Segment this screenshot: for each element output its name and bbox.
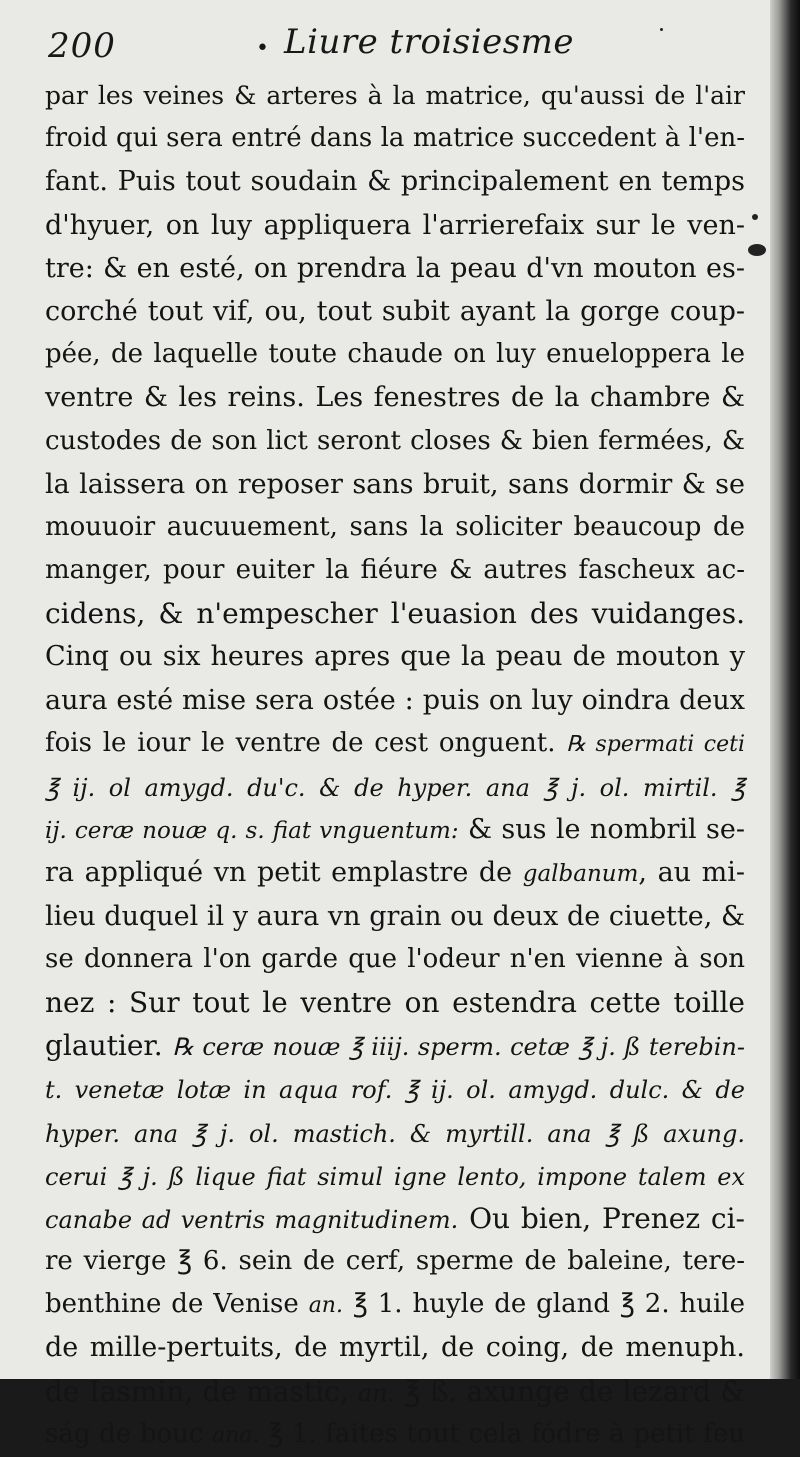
text-line	[45, 1197, 745, 1240]
line-text: custodes de son lict seront closes & bien fermées, &	[45, 425, 745, 456]
line-text: se donnera l'on garde que l'odeur n'en vienne à son	[45, 943, 745, 974]
text-line	[45, 376, 745, 419]
page-header	[48, 22, 748, 72]
text-line	[45, 938, 745, 981]
text-line	[45, 463, 745, 506]
line-text: aura esté mise sera ostée : puis on luy oindra deux	[45, 684, 745, 716]
line-text: de Iasmin, de mastic,	[45, 1374, 358, 1408]
line-text: benthine de Venise	[45, 1289, 309, 1320]
line-text: pée, de laquelle toute chaude on luy enueloppera le	[45, 339, 745, 370]
latin-recipe-text: ℥ ij. ol amygd. du'c. & de hyper. ana ℥ j. ol. mirtil. ℥	[45, 774, 745, 802]
ink-speck	[748, 244, 766, 256]
text-line	[45, 1067, 745, 1110]
body-text	[45, 74, 745, 1456]
text-line	[45, 333, 745, 376]
text-line	[45, 895, 745, 938]
line-text: cidens, & n'empescher l'euasion des vuidanges.	[45, 597, 745, 631]
line-text: nez : Sur tout le ventre on estendra cette toille	[45, 985, 745, 1019]
text-line	[45, 1413, 745, 1456]
text-line	[45, 204, 745, 247]
latin-recipe-text: t. venetæ lotæ in aqua rof. ℥ ij. ol. amygd. dulc. & de	[45, 1076, 745, 1105]
line-text: ℥ ß. axunge de lezard &	[395, 1374, 746, 1408]
line-text: mouuoir aucuuement, sans la soliciter beaucoup de	[45, 511, 745, 542]
text-line	[45, 722, 745, 765]
line-text: corché tout vif, ou, tout subit ayant la gorge coup-	[45, 295, 745, 327]
text-line	[45, 679, 745, 722]
latin-recipe-text: canabe ad ventris magnitudinem.	[45, 1205, 459, 1234]
line-text: fois le iour le ventre de cest onguent.	[45, 727, 567, 758]
line-text: Cinq ou six heures apres que la peau de mouton y	[45, 641, 745, 673]
text-line	[45, 1240, 745, 1283]
latin-recipe-text: hyper. ana ℥ j. ol. mastich. & myrtill. ana ℥ ß axung.	[45, 1119, 745, 1148]
line-text: manger, pour euiter la fiéure & autres fascheux ac-	[45, 555, 745, 586]
line-text: lieu duquel il y aura vn grain ou deux de ciuette, &	[45, 900, 745, 932]
latin-recipe-text: galbanum	[522, 861, 639, 888]
page-gutter-shadow	[770, 0, 800, 1379]
text-line	[45, 635, 745, 678]
text-line	[45, 74, 745, 117]
text-line	[45, 1283, 745, 1326]
text-line	[45, 981, 745, 1024]
line-text: d'hyuer, on luy appliquera l'arrierefaix sur le ven-	[45, 209, 745, 241]
text-line	[45, 1154, 745, 1197]
line-text: la laissera on reposer sans bruit, sans dormir & se	[45, 468, 745, 500]
line-text: ℥ 1. faites tout cela fódre à petit feu	[259, 1418, 745, 1449]
line-text: par les veines & arteres à la matrice, qu'aussi de l'air	[45, 81, 745, 110]
text-line	[45, 290, 745, 333]
text-line	[45, 549, 745, 592]
text-line	[45, 160, 745, 203]
text-line	[45, 117, 745, 160]
latin-recipe-text: cerui ℥ j. ß lique fiat simul igne lento, impone talem ex	[45, 1162, 745, 1191]
latin-recipe-text: ana.	[212, 1422, 260, 1448]
ink-speck	[660, 28, 663, 31]
text-line	[45, 851, 745, 894]
line-text: re vierge ℥ 6. sein de cerf, sperme de baleine, tere-	[45, 1246, 745, 1277]
line-text: ság de bouc	[45, 1418, 213, 1449]
line-text: Ou bien, Prenez ci-	[458, 1201, 745, 1235]
text-line	[45, 1370, 745, 1413]
text-line	[45, 765, 745, 808]
page-number: 200	[48, 26, 116, 66]
ink-speck	[752, 214, 758, 220]
line-text: glautier.	[45, 1029, 173, 1063]
line-text: ra appliqué vn petit emplastre de	[45, 857, 523, 889]
text-line	[45, 420, 745, 463]
line-text: , au mi-	[638, 857, 745, 889]
line-text: fant. Puis tout soudain & principalement en temps	[45, 166, 745, 198]
line-text: ventre & les reins. Les fenestres de la chambre &	[45, 382, 745, 414]
running-title: Liure troisiesme	[284, 22, 575, 62]
header-bullet: •	[256, 36, 269, 61]
text-line	[45, 1024, 745, 1067]
latin-recipe-text: ij. ceræ nouæ q. s. fiat vnguentum:	[45, 818, 459, 845]
text-line	[45, 506, 745, 549]
line-text: froid qui sera entré dans la matrice succedent à l'en-	[45, 123, 745, 154]
text-line	[45, 1326, 745, 1369]
line-text: ℥ 1. huyle de gland ℥ 2. huile	[342, 1289, 745, 1320]
latin-recipe-text: ℞ spermati ceti	[566, 731, 745, 757]
line-text: tre: & en esté, on prendra la peau d'vn mouton es-	[45, 252, 745, 284]
latin-recipe-text: ℞ ceræ nouæ ℥ iiij. sperm. cetæ ℥ j. ß terebin-	[172, 1033, 745, 1062]
line-text: de mille-pertuits, de myrtil, de coing, de menuph.	[45, 1332, 745, 1364]
text-line	[45, 247, 745, 290]
text-line	[45, 1111, 745, 1154]
text-line	[45, 808, 745, 851]
latin-recipe-text: an.	[308, 1293, 343, 1319]
line-text: & sus le nombril se-	[458, 814, 745, 846]
latin-recipe-text: an.	[357, 1378, 396, 1407]
text-line	[45, 592, 745, 635]
